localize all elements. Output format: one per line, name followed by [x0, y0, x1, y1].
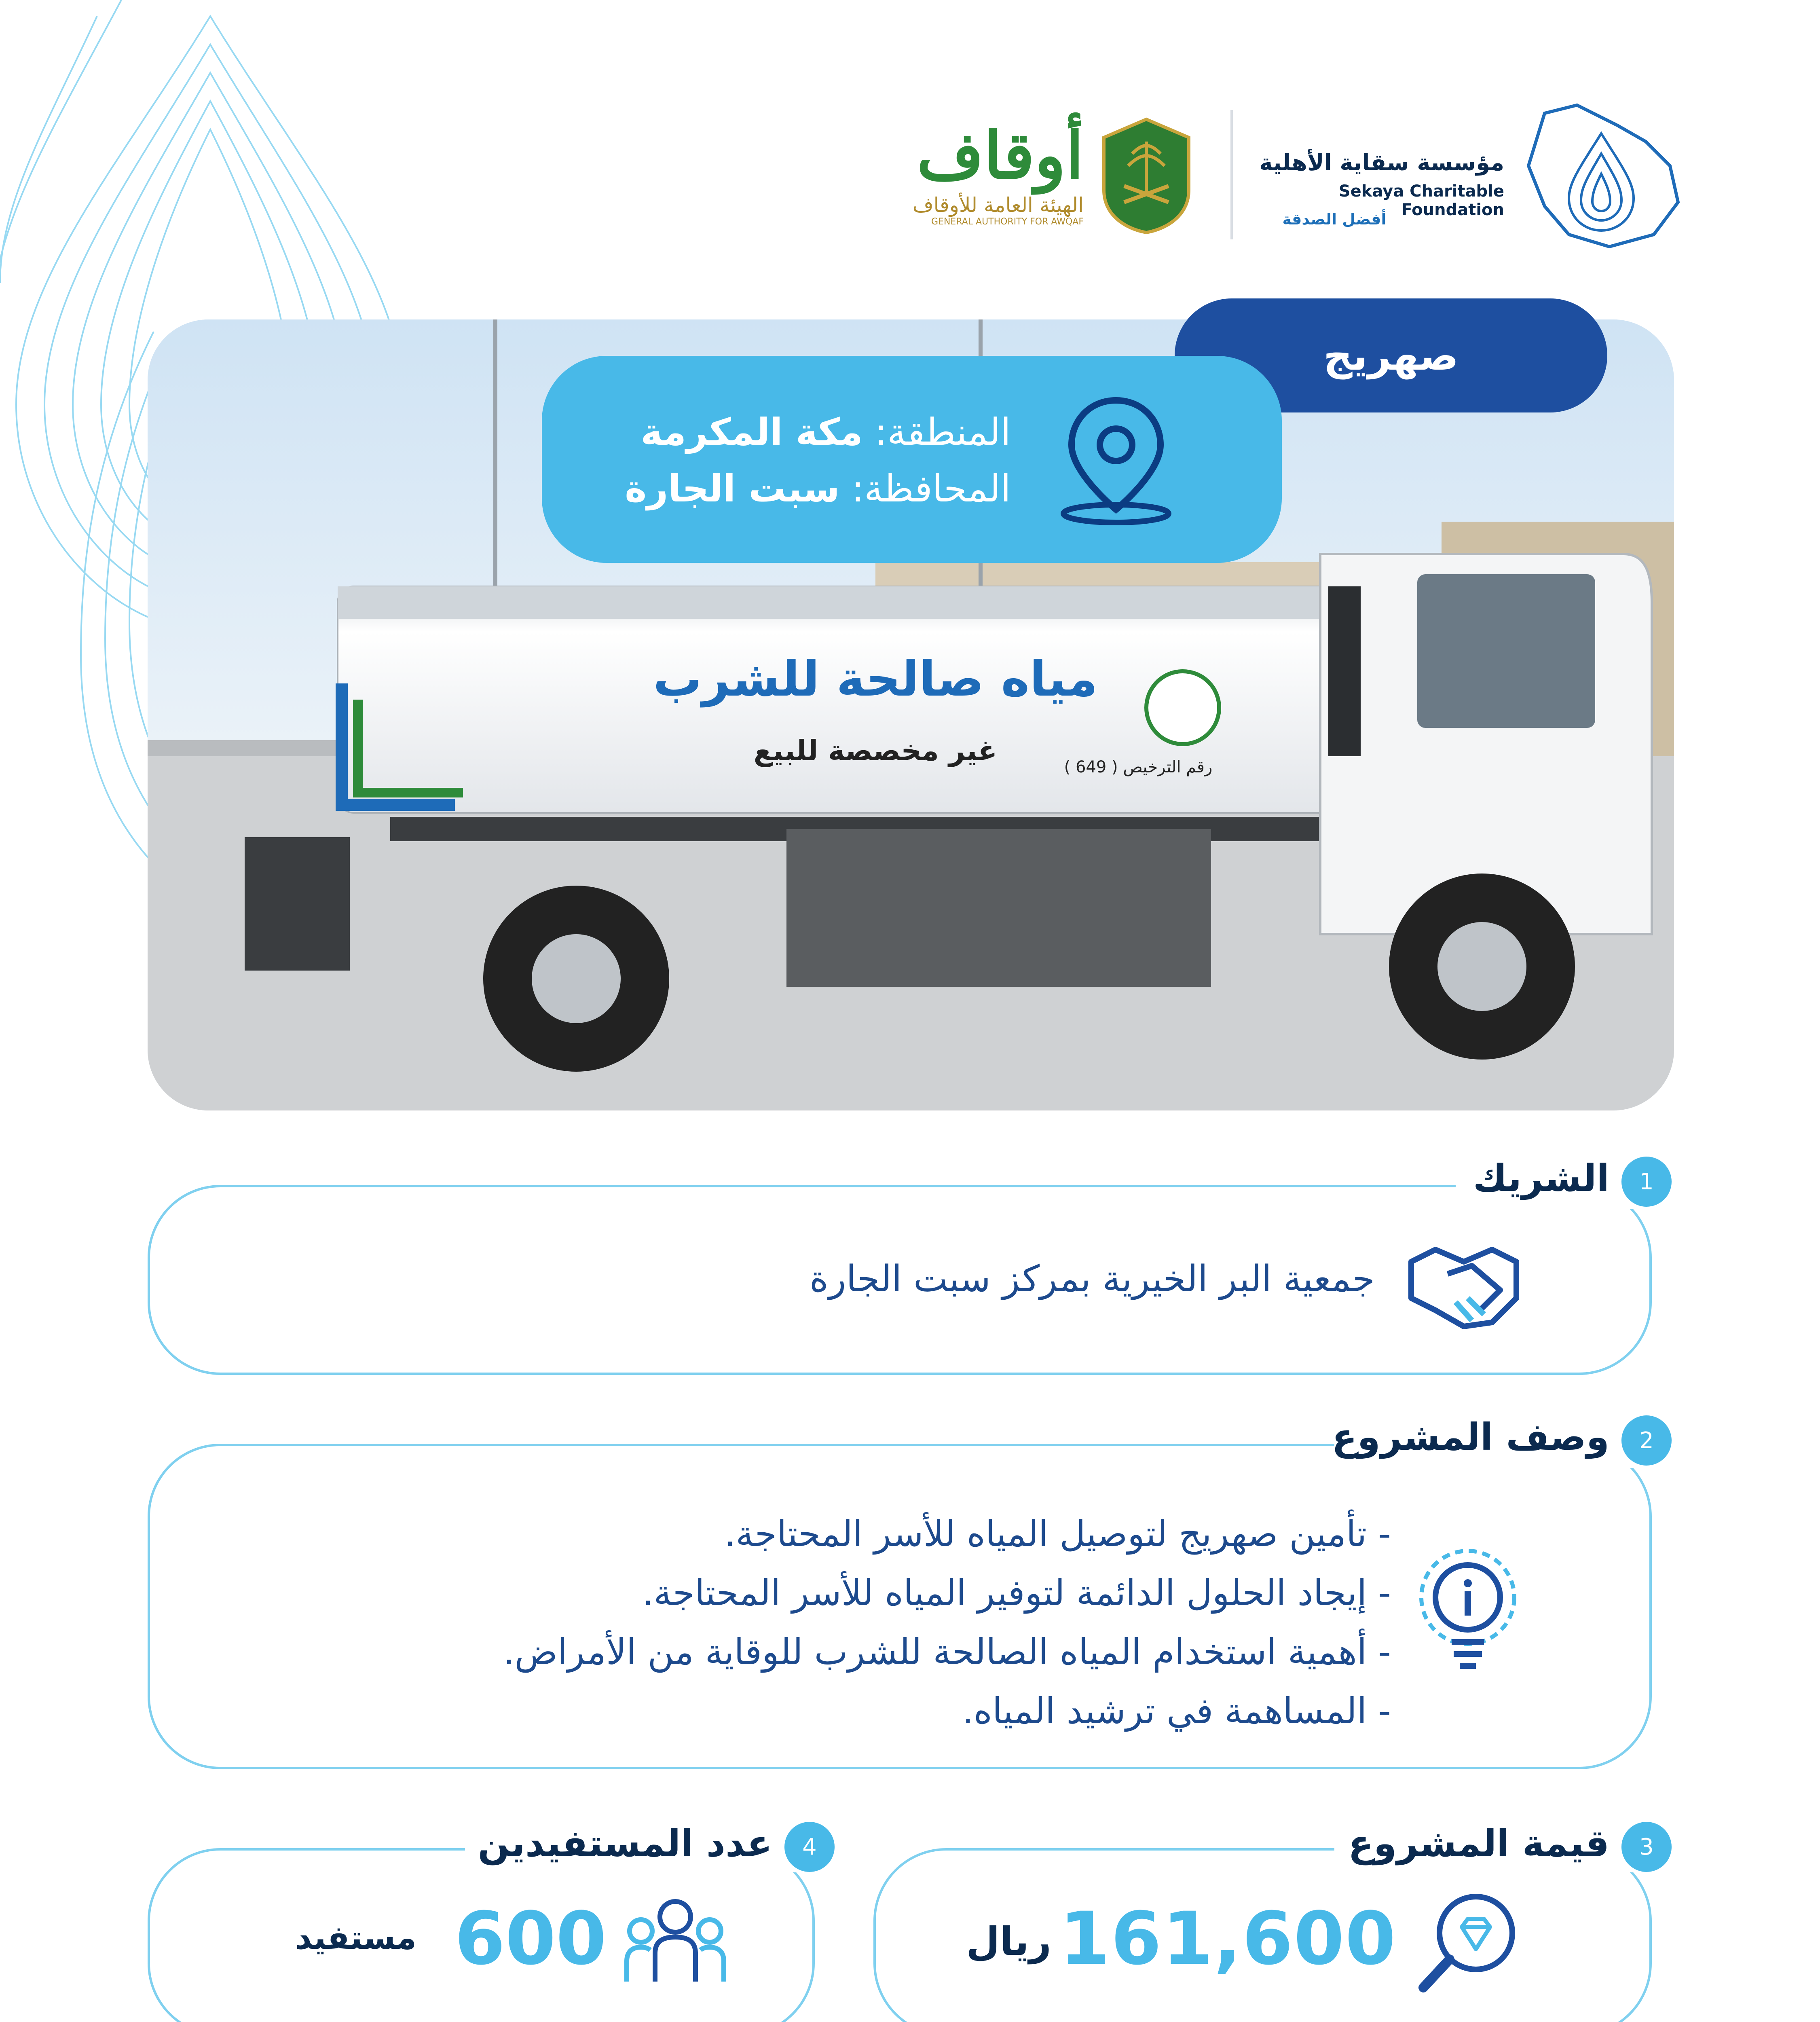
- section-number-2: 2: [1621, 1415, 1672, 1466]
- beneficiaries-unit: مستفيد: [295, 1919, 416, 1956]
- project-type-pill: صهريج: [1175, 298, 1607, 412]
- value-title: قيمة المشروع: [1348, 1822, 1609, 1865]
- emblem-icon: [1100, 117, 1193, 235]
- people-group-icon: [623, 1897, 728, 1990]
- partner-name: جمعية البر الخيرية بمركز سبت الجارة: [809, 1258, 1375, 1300]
- section-number-3: 3: [1621, 1822, 1672, 1872]
- list-item: - أهمية استخدام المياه الصالحة للشرب للوقاية من الأمراض.: [503, 1631, 1391, 1673]
- governorate-label: المحافظة:: [852, 467, 1011, 510]
- truck-subline: غير مخصصة للبيع: [753, 734, 998, 767]
- beneficiaries-count: 600: [454, 1897, 607, 1981]
- location-card: [542, 356, 1282, 563]
- logo-divider: [1230, 110, 1233, 239]
- partner-title: الشريك: [1473, 1157, 1609, 1200]
- sekaya-name-en: Sekaya Charitable Foundation: [1338, 182, 1504, 219]
- section-number-4: 4: [784, 1822, 835, 1872]
- sekaya-name-ar: مؤسسة سقاية الأهلية: [1259, 150, 1504, 176]
- value-unit: ريال: [966, 1919, 1051, 1964]
- description-title: وصف المشروع: [1332, 1415, 1609, 1459]
- awqaf-en: GENERAL AUTHORITY FOR AWQAF: [931, 217, 1084, 227]
- location-pin-icon: [1051, 392, 1181, 526]
- saudi-map-drop-icon: [1520, 101, 1682, 251]
- governorate-value: سبت الجارة: [625, 467, 840, 510]
- description-list: [226, 1504, 1391, 1741]
- magnifier-diamond-icon: [1415, 1889, 1520, 1998]
- list-item: - إيجاد الحلول الدائمة لتوفير المياه للأسر المحتاجة.: [642, 1572, 1391, 1614]
- truck-headline: مياه صالحة للشرب: [653, 651, 1098, 707]
- awqaf-subtitle: الهيئة العامة للأوقاف: [912, 193, 1084, 217]
- awqaf-name: أوقاف: [917, 117, 1084, 193]
- truck-license: رقم الترخيص ( 649 ): [1064, 758, 1213, 776]
- value-amount: 161,600: [1059, 1897, 1397, 1981]
- beneficiaries-title: عدد المستفيدين: [478, 1822, 772, 1865]
- region-line: [586, 410, 1011, 454]
- section-number-1: 1: [1621, 1157, 1672, 1207]
- handshake-icon: [1403, 1237, 1524, 1339]
- list-item: - تأمين صهريج لتوصيل المياه للأسر المحتاجة.: [724, 1513, 1391, 1555]
- partner-badge-icon: [1146, 671, 1219, 744]
- sekaya-tagline: أفضل الصدقة: [1282, 210, 1387, 228]
- region-label: المنطقة:: [875, 410, 1011, 454]
- region-value: مكة المكرمة: [640, 410, 863, 454]
- list-item: - المساهمة في ترشيد المياه.: [962, 1690, 1391, 1732]
- info-bulb-icon: [1411, 1545, 1524, 1678]
- governorate-line: [586, 467, 1011, 510]
